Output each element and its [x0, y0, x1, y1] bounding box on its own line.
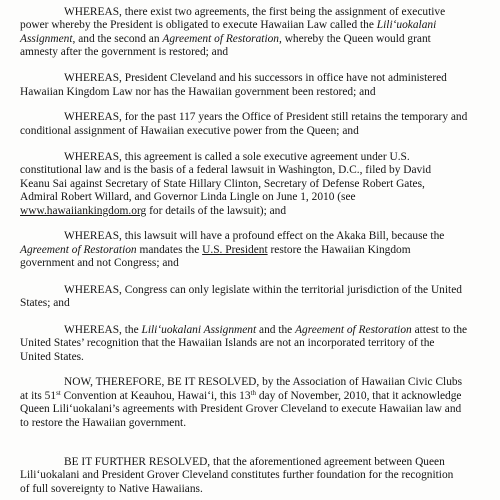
further-resolved-paragraph — [20, 456, 486, 496]
whereas-recognition-paragraph — [20, 324, 486, 364]
liliuokalani-italic: Lili‘uokalani — [376, 19, 437, 32]
resolved-paragraph — [20, 376, 486, 430]
text-line: Queen Lili‘uokalani’s agreements with President Grover Cleveland to execute Hawaiian law and — [20, 403, 462, 416]
text-line: to restore the Hawaiian government. — [20, 416, 187, 429]
text-line: Hawaiian Kingdom Law nor has the Hawaiian government been restored; and — [20, 85, 376, 98]
text-line: Admiral Robert Willard, and Governor Linda Lingle on June 1, 2010 (see — [20, 191, 356, 204]
agreement-of-restoration-italic: Agreement of Restoration, — [162, 32, 282, 45]
assignment-italic: Assignment — [20, 32, 73, 45]
text-line: WHEREAS, this lawsuit will have a profound effect on the Akaka Bill, because the — [64, 230, 445, 243]
text-line: WHEREAS, the Lili‘uokalani Assignment and the Agreement of Restoration attest to the — [64, 323, 468, 336]
whereas-two-agreements-paragraph — [20, 6, 486, 60]
text-line: WHEREAS, there exist two agreements, the first being the assignment of executive — [64, 5, 446, 18]
agreement-of-restoration-italic: Agreement of Restoration — [295, 323, 412, 336]
text-line: www.hawaiiankingdom.org for details of the lawsuit); and — [20, 204, 287, 217]
text-line: at its 51st Convention at Keauhou, Hawai‘i, this 13th day of November, 2010, that it acknowledge — [20, 388, 462, 402]
text-line: WHEREAS, Congress can only legislate within the territorial jurisdiction of the United — [64, 283, 462, 296]
text-line: Agreement of Restoration mandates the U.S. President restore the Hawaiian Kingdom — [20, 243, 411, 256]
liliuokalani-assignment-italic: Lili‘uokalani Assignment — [141, 323, 257, 336]
text-line: power whereby the President is obligated to execute Hawaiian Law called the Lili‘uokalani — [20, 19, 437, 32]
hawaiiankingdom-link[interactable]: www.hawaiiankingdom.org — [20, 204, 147, 217]
text-line: conditional assignment of Hawaiian executive power from the Queen; and — [20, 124, 359, 137]
text-line: Lili‘uokalani and President Grover Cleveland constitutes further foundation for the recognition — [20, 469, 454, 482]
text-line: United States. — [20, 350, 84, 363]
text-line: Assignment, and the second an Agreement of Restoration, whereby the Queen would grant — [20, 32, 431, 45]
whereas-cleveland-paragraph — [20, 72, 486, 99]
text-line: Keanu Sai against Secretary of State Hillary Clinton, Secretary of Defense Robert Gates, — [20, 177, 425, 190]
whereas-akaka-bill-paragraph — [20, 230, 486, 270]
whereas-117-years-paragraph — [20, 111, 486, 138]
text-line: States; and — [20, 297, 70, 310]
us-president-underline: U.S. President — [202, 243, 268, 256]
text-line: constitutional law and is the basis of a federal lawsuit in Washington, D.C., filed by David — [20, 164, 432, 177]
text-line: NOW, THEREFORE, BE IT RESOLVED, by the Association of Hawaiian Civic Clubs — [64, 376, 463, 389]
text-line: United States’ recognition that the Hawaiian Islands are not an incorporated territory of the — [20, 337, 435, 350]
whereas-sole-executive-agreement-paragraph — [20, 151, 486, 218]
text-line: amnesty after the government is restored; and — [20, 46, 229, 59]
agreement-of-restoration-italic: Agreement of Restoration — [20, 243, 137, 256]
text-line: WHEREAS, this agreement is called a sole executive agreement under U.S. — [64, 150, 410, 163]
whereas-congress-paragraph — [20, 284, 486, 311]
text-line: of full sovereignty to Native Hawaiians. — [20, 482, 203, 495]
text-line: WHEREAS, for the past 117 years the Office of President still retains the temporary and — [64, 111, 468, 124]
text-line: BE IT FURTHER RESOLVED, that the aforementioned agreement between Queen — [64, 455, 445, 468]
text-line: government and not Congress; and — [20, 257, 179, 270]
text-line: WHEREAS, President Cleveland and his successors in office have not administered — [64, 72, 447, 85]
